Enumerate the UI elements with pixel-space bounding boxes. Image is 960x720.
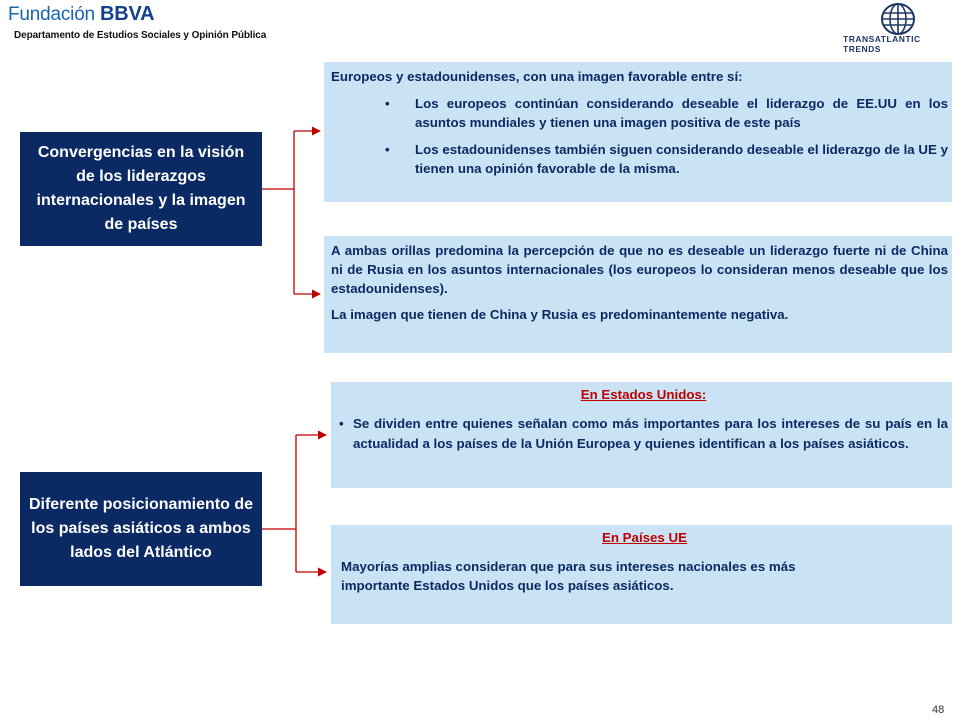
connector-group-1 [262, 131, 320, 294]
list-item [385, 94, 948, 132]
bullet-icon: • [385, 96, 390, 111]
section-heading: En Países UE [602, 530, 687, 545]
list-item [385, 140, 948, 178]
section-heading: En Estados Unidos: [580, 387, 707, 402]
topic-box-asiaticos-text: Diferente posicionamiento de los países asiáticos a ambos lados del Atlántico [28, 496, 254, 561]
connector-group-2 [262, 435, 326, 572]
finding-paragraph: Mayorías amplias consideran que para sus intereses nacionales es más importante Estados Unidos que los países asiáticos. [341, 559, 796, 593]
finding-box-estados-unidos [331, 382, 952, 488]
bullet-icon: • [339, 416, 344, 431]
list-item-text: Los europeos continúan considerando deseable el liderazgo de EE.UU en los asuntos mundiales y tienen una imagen positiva de este país [415, 96, 948, 130]
transatlantic-trends-logo: TRANSATLANTIC TRENDS [843, 34, 921, 54]
finding-paragraph: La imagen que tienen de China y Rusia es predominantemente negativa. [331, 307, 789, 322]
list-item-text: Se dividen entre quienes señalan como más importantes para los intereses de su país en la actualidad a los países de la Unión Europea y quienes identifican a los países asiáticos. [353, 416, 948, 451]
finding-intro: Europeos y estadounidenses, con una imagen favorable entre sí: [331, 69, 743, 84]
bullet-icon: • [385, 142, 390, 157]
brand-name: BBVA [100, 3, 155, 25]
finding-box-favorable-image [324, 62, 952, 202]
finding-box-paises-ue [331, 525, 952, 624]
list-item [339, 414, 948, 454]
department-label: Departamento de Estudios Sociales y Opinión Pública [14, 30, 267, 41]
finding-paragraph: A ambas orillas predomina la percepción de que no es deseable un liderazgo fuerte ni de China ni de Rusia en los asuntos internacionales (los europeos lo consideran menos deseable que los estadounidenses). [331, 243, 948, 296]
brand-prefix: Fundación [8, 4, 95, 25]
page-number: 48 [932, 704, 945, 716]
topic-box-convergencias [20, 132, 262, 246]
list-item-text: Los estadounidenses también siguen considerando deseable el liderazgo de la UE y tienen una opinión favorable de la misma. [415, 142, 948, 176]
topic-box-asiaticos [20, 472, 262, 586]
topic-box-convergencias-text: Convergencias en la visión de los liderazgos internacionales y la imagen de países [36, 144, 246, 233]
finding-box-china-russia [324, 236, 952, 353]
